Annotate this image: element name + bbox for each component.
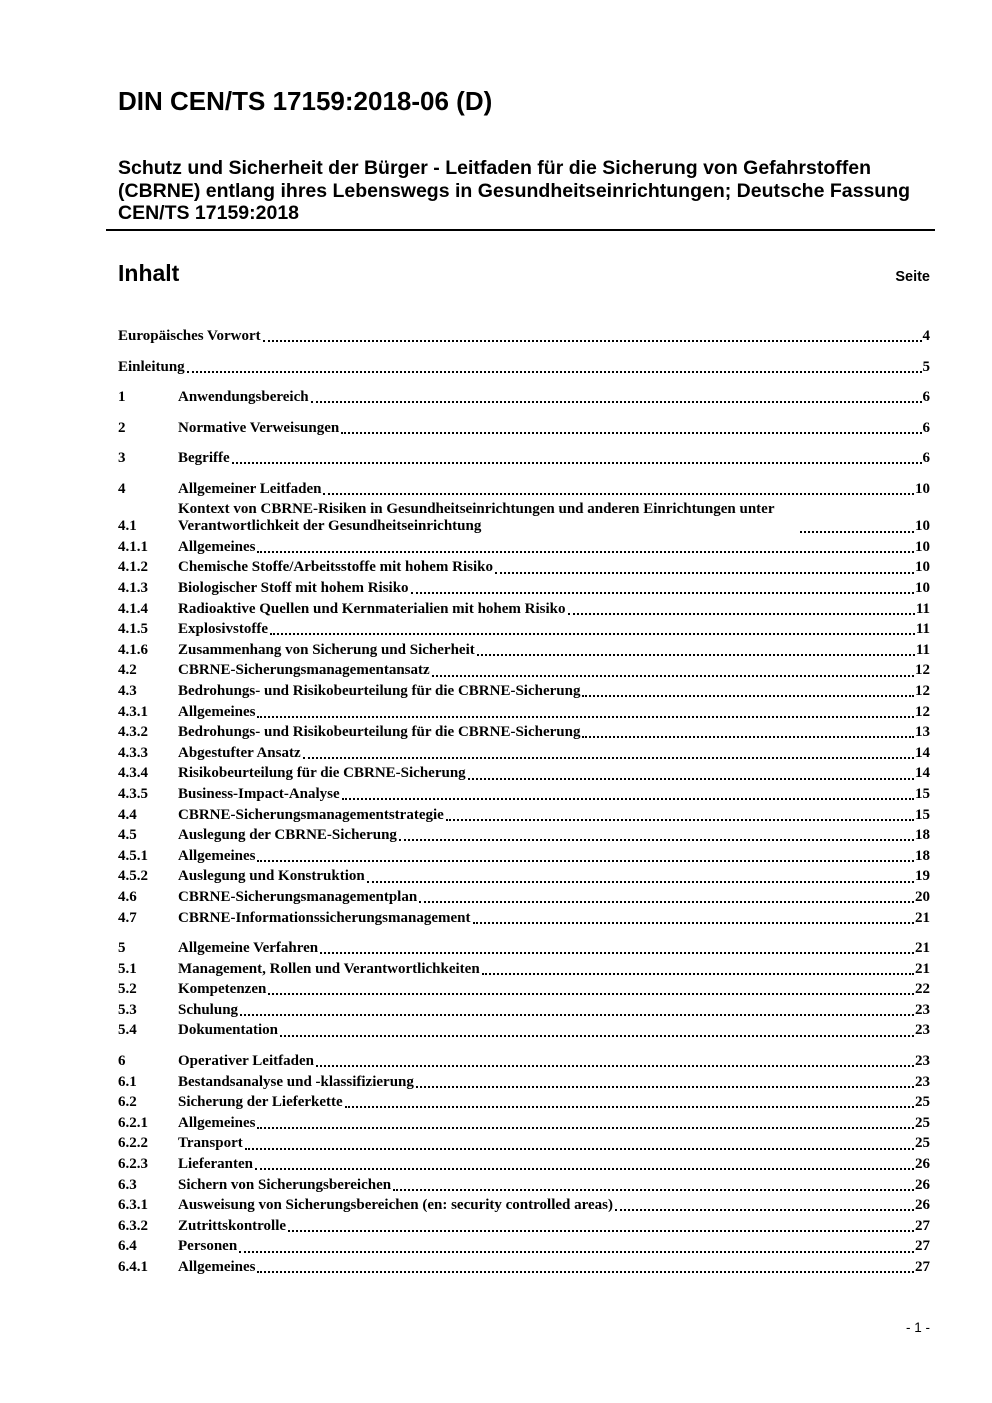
- toc-entry: [118, 961, 930, 978]
- toc-entry-number: 4.3.3: [118, 744, 148, 761]
- toc-entry-number: 6: [118, 1052, 126, 1069]
- toc-leader-dots: [477, 654, 915, 656]
- toc-entry-number: 5.4: [118, 1022, 137, 1039]
- toc-entry-number: 4.2: [118, 662, 137, 679]
- toc-entry-title: Bestandsanalyse und -klassifizierung: [178, 1073, 414, 1090]
- toc-entry-title: Zusammenhang von Sicherung und Sicherheit: [178, 641, 475, 658]
- toc-entry-page: 23: [915, 1001, 930, 1018]
- toc-entry-title: Ausweisung von Sicherungsbereichen (en: security controlled areas): [178, 1197, 613, 1214]
- toc-entry: [118, 389, 930, 406]
- toc-entry: [118, 328, 930, 345]
- toc-entry: [118, 889, 930, 906]
- toc-leader-dots: [257, 551, 914, 553]
- toc-entry: [118, 1074, 930, 1091]
- toc-entry-title: Begriffe: [178, 450, 230, 466]
- toc-entry-title: Allgemeines: [178, 1114, 256, 1131]
- toc-leader-dots: [341, 432, 921, 434]
- toc-leader-dots: [568, 613, 915, 615]
- toc-entry-number: 6.4.1: [118, 1258, 148, 1275]
- toc-entry: [118, 981, 930, 998]
- toc-entry: [118, 1002, 930, 1019]
- toc-entry-page: 21: [915, 940, 930, 957]
- toc-entry-page: 18: [915, 847, 930, 864]
- toc-entry: [118, 359, 930, 376]
- toc-leader-dots: [399, 839, 914, 841]
- page-number-footer: - 1 -: [905, 1320, 930, 1335]
- toc-entry-page: 19: [915, 868, 930, 885]
- toc-entry-page: 25: [915, 1094, 930, 1111]
- toc-entry: [118, 704, 930, 721]
- toc-entry: [118, 1115, 930, 1132]
- toc-leader-dots: [582, 736, 914, 738]
- toc-entry-page: 10: [915, 580, 930, 597]
- toc-leader-dots: [393, 1189, 914, 1191]
- toc-entry-page: 27: [915, 1217, 930, 1234]
- toc-entry: [118, 481, 930, 498]
- toc-leader-dots: [495, 572, 914, 574]
- toc-leader-dots: [240, 1014, 914, 1016]
- toc-entry-number: 4.1.2: [118, 559, 148, 576]
- toc-entry: [118, 1094, 930, 1111]
- document-title: DIN CEN/TS 17159:2018-06 (D): [118, 86, 493, 116]
- toc-leader-dots: [255, 1168, 914, 1170]
- toc-entry-page: 15: [915, 806, 930, 823]
- toc-entry-page: 5: [922, 358, 930, 375]
- toc-entry: [118, 827, 930, 844]
- toc-entry: [118, 450, 930, 467]
- toc-entry-number: 4.1.4: [118, 600, 148, 617]
- toc-entry: [118, 807, 930, 824]
- toc-entry: [118, 765, 930, 782]
- toc-entry-number: 6.2.2: [118, 1135, 148, 1152]
- toc-entry-page: 23: [915, 1052, 930, 1069]
- toc-entry-page: 4: [922, 328, 930, 344]
- toc-entry-page: 23: [915, 1073, 930, 1090]
- toc-entry-title: Zutrittskontrolle: [178, 1217, 287, 1234]
- toc-entry: [118, 601, 930, 618]
- toc-entry-page: 21: [915, 909, 930, 926]
- toc-leader-dots: [280, 1035, 914, 1037]
- toc-entry: [118, 848, 930, 865]
- toc-entry-title: Allgemeines: [178, 847, 256, 864]
- toc-entry-page: 21: [915, 960, 930, 977]
- toc-entry-number: 6.2.1: [118, 1114, 148, 1131]
- toc-entry-number: 5: [118, 940, 126, 957]
- toc-entry-number: 2: [118, 419, 126, 436]
- toc-heading: Inhalt: [118, 260, 180, 286]
- toc-entry-page: 12: [915, 703, 930, 720]
- document-subtitle: Schutz und Sicherheit der Bürger - Leitfaden für die Sicherung von Gefahrstoffen (CBRNE) entlang ihres Lebenswegs in Gesundheitseinrichtungen; Deutsche Fassung CEN/TS 17159:2018: [118, 157, 911, 224]
- title-divider: [106, 229, 935, 231]
- toc-entry: [118, 1022, 930, 1039]
- toc-leader-dots: [446, 819, 914, 821]
- toc-entry: [118, 683, 930, 700]
- toc-entry-title: Allgemeiner Leitfaden: [178, 480, 322, 497]
- toc-entry-title: Allgemeines: [178, 1258, 256, 1275]
- toc-entry-title: Transport: [178, 1135, 243, 1152]
- toc-page-column-label: Seite: [895, 269, 930, 285]
- toc-entry-title: Europäisches Vorwort: [118, 328, 261, 344]
- toc-leader-dots: [270, 633, 915, 635]
- toc-entry-title: Bedrohungs- und Risikobeurteilung für die CBRNE-Sicherung: [178, 683, 581, 700]
- toc-entry-title: Lieferanten: [178, 1155, 253, 1172]
- toc-entry-number: 4.1.6: [118, 641, 148, 658]
- toc-entry-title: Bedrohungs- und Risikobeurteilung für die CBRNE-Sicherung: [178, 724, 581, 741]
- toc-leader-dots: [257, 860, 914, 862]
- toc-entry: [118, 1135, 930, 1152]
- toc-entry-number: 1: [118, 389, 126, 405]
- toc-leader-dots: [342, 798, 914, 800]
- toc-entry-title: Allgemeines: [178, 538, 256, 555]
- toc-entry: [118, 1053, 930, 1070]
- toc-leader-dots: [303, 757, 914, 759]
- toc-entry: [118, 868, 930, 885]
- toc-entry: [118, 662, 930, 679]
- toc-leader-dots: [367, 881, 914, 883]
- toc-entry-title: Allgemeine Verfahren: [178, 940, 319, 957]
- toc-entry-title: Abgestufter Ansatz: [178, 744, 301, 761]
- toc-entry: [118, 1218, 930, 1235]
- toc-leader-dots: [320, 952, 914, 954]
- toc-entry-page: 14: [915, 765, 930, 782]
- toc-leader-dots: [268, 993, 914, 995]
- toc-entry: [118, 1156, 930, 1173]
- toc-leader-dots: [311, 401, 922, 403]
- toc-entry: [118, 724, 930, 741]
- toc-entry-page: 6: [922, 450, 930, 466]
- toc-entry-page: 23: [915, 1022, 930, 1039]
- toc-header: [118, 260, 930, 287]
- toc-entry: [118, 745, 930, 762]
- toc-entry-title: Chemische Stoffe/Arbeitsstoffe mit hohem Risiko: [178, 559, 493, 576]
- toc-leader-dots: [257, 1127, 914, 1129]
- toc-entry: [118, 420, 930, 437]
- toc-entry-page: 6: [922, 419, 930, 436]
- toc-entry-title: CBRNE-Sicherungsmanagementstrategie: [178, 806, 444, 823]
- toc-entry-title: Explosivstoffe: [178, 621, 268, 638]
- toc-entry-title: Kompetenzen: [178, 981, 267, 998]
- toc-leader-dots: [473, 922, 915, 924]
- toc-entry-title: Kontext von CBRNE-Risiken in Gesundheitseinrichtungen und anderen Einrichtungen unter Verantwortlichkeit der Gesundheitseinrichtung: [178, 501, 775, 535]
- toc-leader-dots: [482, 973, 914, 975]
- toc-entry-page: 11: [915, 641, 930, 658]
- toc-leader-dots: [419, 901, 914, 903]
- toc-entry-title: Operativer Leitfaden: [178, 1052, 314, 1069]
- toc-entry: [118, 621, 930, 638]
- toc-entry-page: 25: [915, 1135, 930, 1152]
- toc-leader-dots: [432, 675, 914, 677]
- toc-entry-number: 4.1.5: [118, 621, 148, 638]
- toc-entry-page: 11: [915, 621, 930, 638]
- toc-entry-number: 4.1.3: [118, 580, 148, 597]
- toc-entry-page: 14: [915, 744, 930, 761]
- toc-entry-title: CBRNE-Sicherungsmanagementplan: [178, 888, 418, 905]
- toc-entry-number: 5.2: [118, 981, 137, 998]
- toc-entry-number: 4.1.1: [118, 538, 148, 555]
- toc-entry-page: 11: [915, 600, 930, 617]
- toc-leader-dots: [232, 462, 922, 464]
- toc-entry-page: 10: [915, 538, 930, 555]
- toc-leader-dots: [345, 1106, 914, 1108]
- toc-entry-title: Auslegung und Konstruktion: [178, 868, 365, 885]
- toc-entry: [118, 940, 930, 957]
- toc-entry-number: 5.3: [118, 1001, 137, 1018]
- toc-entry-page: 26: [915, 1197, 930, 1214]
- toc-leader-dots: [468, 778, 914, 780]
- toc-entry-title: Biologischer Stoff mit hohem Risiko: [178, 580, 409, 597]
- toc-leader-dots: [257, 716, 914, 718]
- toc-entry-number: 4.3.4: [118, 765, 148, 782]
- toc-entry-number: 4.3.1: [118, 703, 148, 720]
- toc-entry-title: Allgemeines: [178, 703, 256, 720]
- toc-entry-number: 4.1: [118, 518, 137, 535]
- toc-entry-page: 20: [915, 888, 930, 905]
- toc-leader-dots: [187, 371, 922, 373]
- toc-entry-page: 6: [922, 389, 930, 405]
- toc-entry-title: Sichern von Sicherungsbereichen: [178, 1176, 392, 1193]
- toc-entry-number: 4.3.2: [118, 724, 148, 741]
- toc-entry-title: Dokumentation: [178, 1022, 279, 1039]
- toc-entry-page: 22: [915, 981, 930, 998]
- toc-entry-page: 27: [915, 1238, 930, 1255]
- toc-entry-number: 4.5.2: [118, 868, 148, 885]
- table-of-contents: [118, 328, 930, 1276]
- toc-entry: [118, 786, 930, 803]
- toc-entry-number: 6.3: [118, 1176, 137, 1193]
- toc-leader-dots: [800, 531, 914, 533]
- toc-leader-dots: [239, 1251, 914, 1253]
- toc-entry: [118, 1177, 930, 1194]
- toc-leader-dots: [416, 1086, 914, 1088]
- toc-entry-number: 4.7: [118, 909, 137, 926]
- toc-leader-dots: [316, 1065, 914, 1067]
- toc-leader-dots: [582, 695, 914, 697]
- toc-entry-title: CBRNE-Sicherungsmanagementansatz: [178, 662, 430, 679]
- toc-entry: [118, 580, 930, 597]
- toc-entry-page: 18: [915, 827, 930, 844]
- toc-entry: [118, 1238, 930, 1255]
- toc-entry-number: 6.2: [118, 1094, 137, 1111]
- toc-entry: [118, 501, 930, 535]
- toc-entry: [118, 1197, 930, 1214]
- toc-entry-page: 26: [915, 1155, 930, 1172]
- toc-entry-page: 10: [915, 518, 930, 535]
- toc-entry-number: 6.3.2: [118, 1217, 148, 1234]
- toc-entry-number: 4: [118, 480, 126, 497]
- toc-entry: [118, 559, 930, 576]
- toc-leader-dots: [263, 340, 922, 342]
- toc-entry-title: Risikobeurteilung für die CBRNE-Sicherung: [178, 765, 466, 782]
- toc-entry-title: Sicherung der Lieferkette: [178, 1094, 343, 1111]
- toc-entry-title: Anwendungsbereich: [178, 389, 309, 405]
- toc-entry-number: 6.3.1: [118, 1197, 148, 1214]
- toc-entry-title: Einleitung: [118, 358, 185, 375]
- toc-entry-title: Personen: [178, 1238, 238, 1255]
- toc-entry-title: CBRNE-Informationssicherungsmanagement: [178, 909, 471, 926]
- toc-leader-dots: [257, 1271, 914, 1273]
- toc-entry-number: 4.5.1: [118, 847, 148, 864]
- toc-entry-number: 6.1: [118, 1073, 137, 1090]
- toc-entry-page: 12: [915, 662, 930, 679]
- toc-entry-title: Management, Rollen und Verantwortlichkeiten: [178, 960, 480, 977]
- toc-leader-dots: [411, 592, 914, 594]
- toc-entry-page: 13: [915, 724, 930, 741]
- toc-entry: [118, 539, 930, 556]
- toc-entry-number: 4.6: [118, 888, 137, 905]
- toc-entry-number: 4.3.5: [118, 786, 148, 803]
- toc-entry-number: 4.5: [118, 827, 137, 844]
- toc-entry-number: 4.4: [118, 806, 137, 823]
- toc-entry-page: 10: [915, 559, 930, 576]
- toc-entry-page: 26: [915, 1176, 930, 1193]
- toc-entry: [118, 1259, 930, 1276]
- toc-entry-page: 25: [915, 1114, 930, 1131]
- toc-entry-page: 12: [915, 683, 930, 700]
- toc-leader-dots: [323, 493, 914, 495]
- toc-entry-number: 3: [118, 450, 126, 466]
- toc-leader-dots: [615, 1209, 914, 1211]
- toc-entry-title: Normative Verweisungen: [178, 419, 340, 436]
- toc-leader-dots: [288, 1230, 914, 1232]
- toc-entry-number: 4.3: [118, 683, 137, 700]
- toc-entry-page: 10: [915, 480, 930, 497]
- toc-entry-number: 5.1: [118, 960, 137, 977]
- toc-entry-number: 6.4: [118, 1238, 137, 1255]
- toc-entry-title: Auslegung der CBRNE-Sicherung: [178, 827, 397, 844]
- toc-entry-page: 27: [915, 1258, 930, 1275]
- toc-entry: [118, 642, 930, 659]
- toc-entry-title: Radioaktive Quellen und Kernmaterialien mit hohem Risiko: [178, 600, 566, 617]
- toc-leader-dots: [245, 1148, 914, 1150]
- toc-entry-title: Business-Impact-Analyse: [178, 786, 340, 803]
- toc-entry: [118, 910, 930, 927]
- toc-entry-title: Schulung: [178, 1001, 239, 1018]
- toc-entry-number: 6.2.3: [118, 1155, 148, 1172]
- toc-entry-page: 15: [915, 786, 930, 803]
